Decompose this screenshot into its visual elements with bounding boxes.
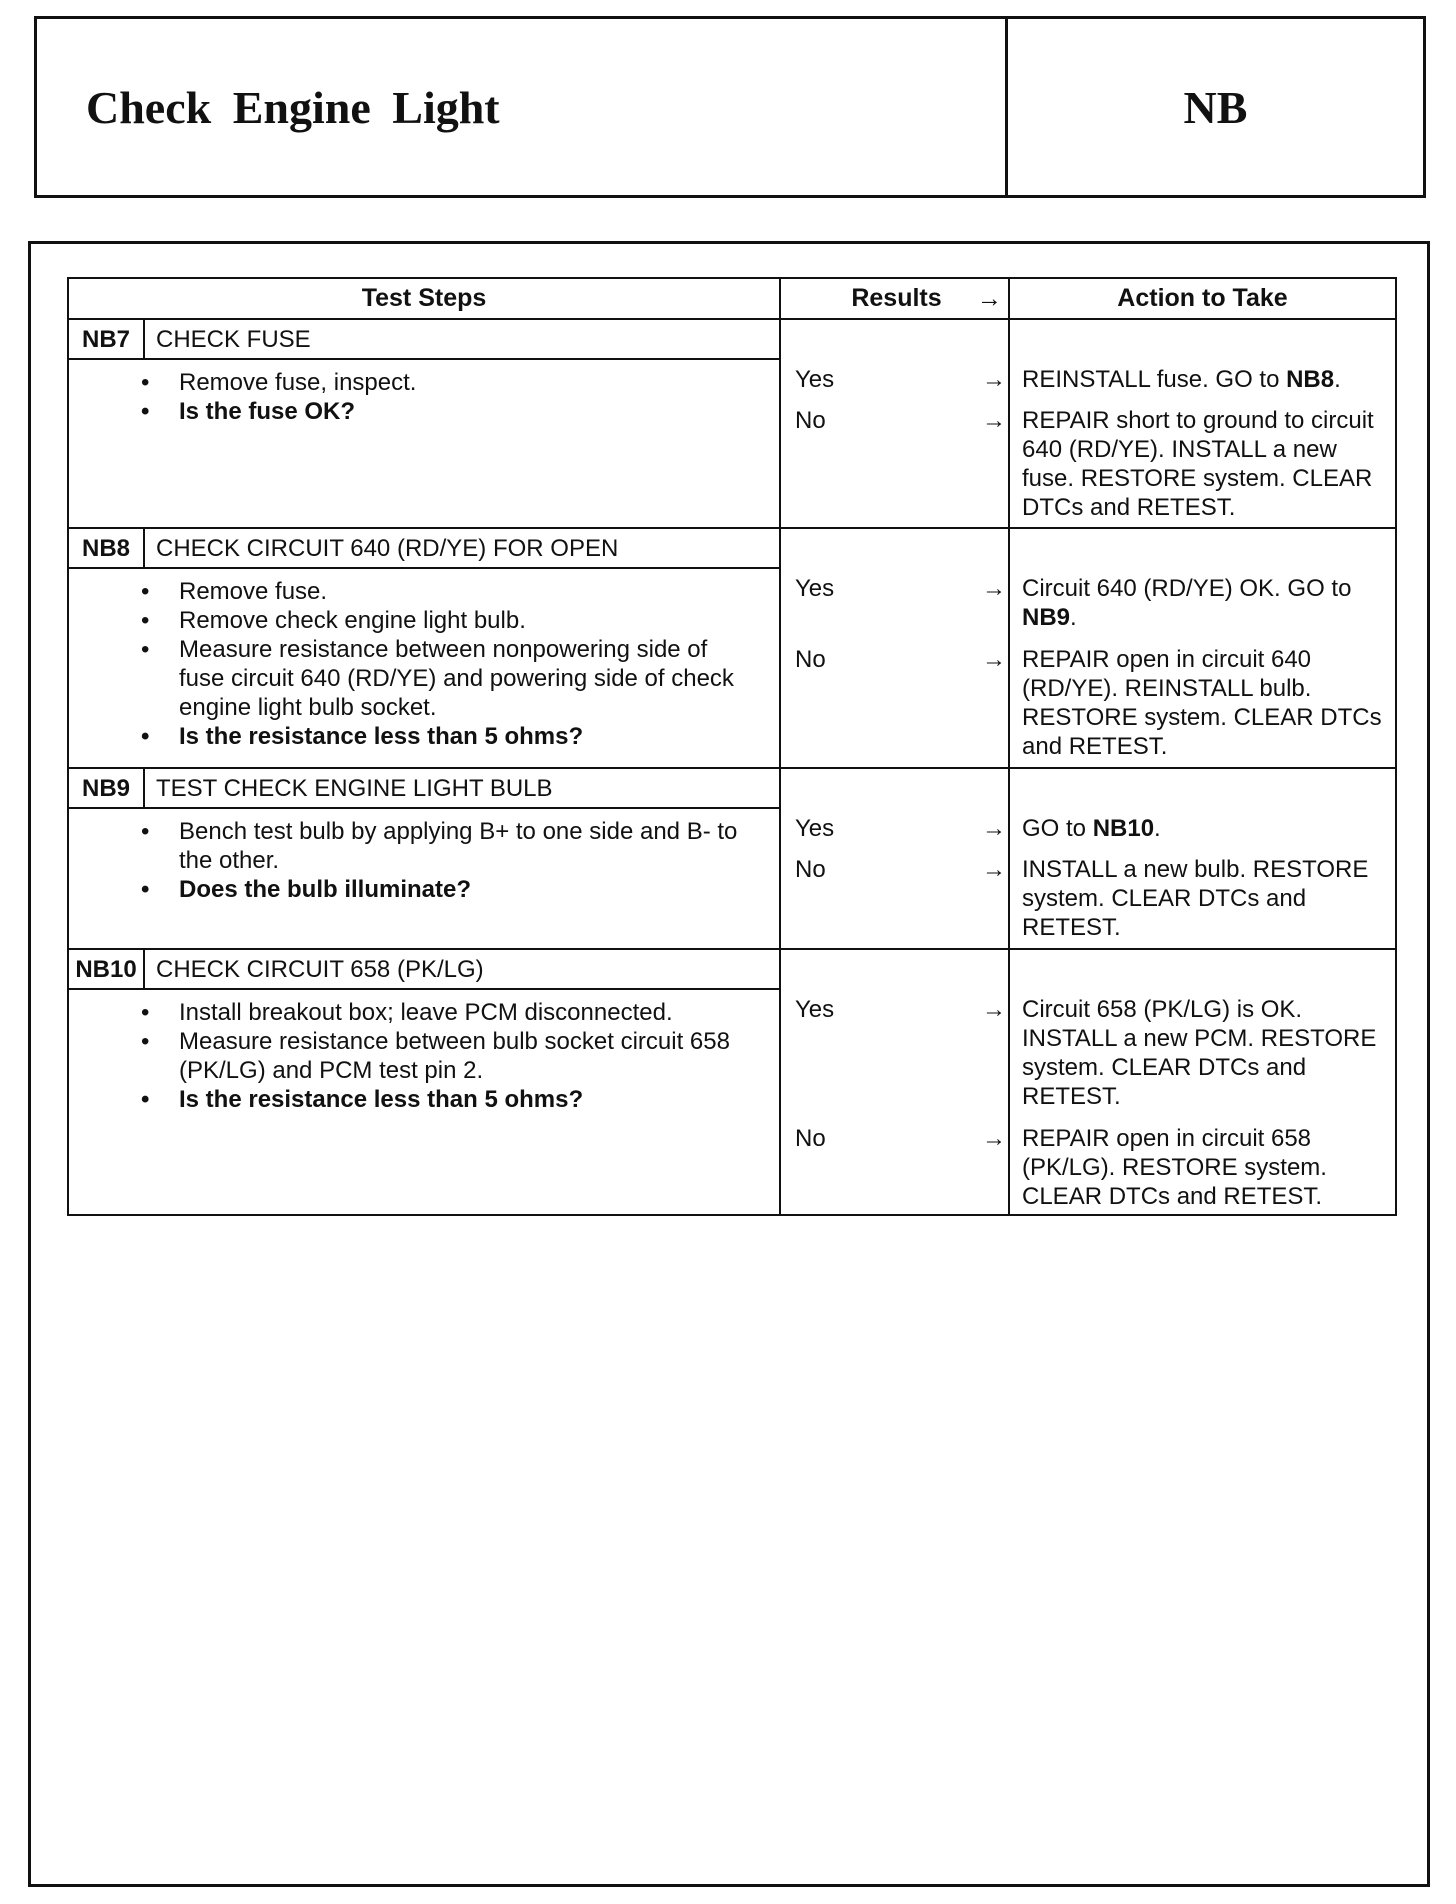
step-title: CHECK FUSE [156, 325, 311, 353]
results-cell [780, 528, 1009, 768]
action-cell [1009, 319, 1396, 528]
results-cell [780, 768, 1009, 949]
results-cell [780, 949, 1009, 1215]
action-cell [1009, 528, 1396, 768]
right-arrow-icon: → [977, 284, 1002, 312]
result-yes [795, 365, 1004, 394]
test-steps-table [67, 277, 1397, 1216]
result-label: No [795, 856, 826, 883]
result-label: Yes [795, 366, 835, 393]
action-text: GO to NB10. [1022, 815, 1161, 842]
table-row [68, 768, 1396, 949]
page-header [34, 16, 1426, 198]
step-question: • Is the resistance less than 5 ohms? [179, 1085, 749, 1114]
action-text: REPAIR open in circuit 640 (RD/YE). REINSTALL bulb. RESTORE system. CLEAR DTCs and RETEST. [1022, 646, 1382, 760]
right-arrow-icon: → [982, 366, 1006, 393]
step-title: CHECK CIRCUIT 658 (PK/LG) [156, 955, 484, 983]
instruction-item: • Measure resistance between nonpowering side of fuse circuit 640 (RD/YE) and powering side of check engine light bulb socket. [179, 635, 749, 722]
result-no [795, 855, 1004, 884]
result-label: Yes [795, 575, 835, 602]
instruction-item: • Measure resistance between bulb socket circuit 658 (PK/LG) and PCM test pin 2. [179, 1027, 749, 1085]
step-cell [68, 949, 780, 1215]
table-row [68, 319, 1396, 528]
step-id: NB9 [69, 769, 145, 807]
step-question: • Is the resistance less than 5 ohms? [179, 722, 749, 751]
step-title: TEST CHECK ENGINE LIGHT BULB [156, 774, 553, 802]
step-id: NB8 [69, 529, 145, 567]
step-instructions [69, 809, 779, 914]
result-label: No [795, 407, 826, 434]
action-text: REPAIR short to ground to circuit 640 (RD/YE). INSTALL a new fuse. RESTORE system. CLEAR DTCs and RETEST. [1022, 407, 1374, 521]
instruction-item: • Remove check engine light bulb. [179, 606, 749, 635]
step-header [69, 529, 779, 569]
column-header-results-label: Results [851, 284, 942, 312]
instruction-item: • Remove fuse, inspect. [179, 368, 749, 397]
step-cell [68, 768, 780, 949]
step-instructions [69, 360, 779, 436]
step-question: • Is the fuse OK? [179, 397, 749, 426]
right-arrow-icon: → [982, 856, 1006, 883]
result-yes [795, 574, 1004, 603]
right-arrow-icon: → [982, 815, 1006, 842]
column-header-action: Action to Take [1009, 278, 1396, 319]
result-yes [795, 995, 1004, 1024]
step-instructions [69, 569, 779, 761]
column-header-results [780, 278, 1009, 319]
step-header [69, 320, 779, 360]
result-label: Yes [795, 996, 835, 1023]
step-title: CHECK CIRCUIT 640 (RD/YE) FOR OPEN [156, 534, 619, 562]
result-no [795, 1124, 1004, 1153]
step-header [69, 950, 779, 990]
step-id: NB10 [69, 950, 145, 988]
instruction-item: • Install breakout box; leave PCM disconnected. [179, 998, 749, 1027]
step-cell [68, 319, 780, 528]
right-arrow-icon: → [982, 1125, 1006, 1152]
step-reference: NB8 [1286, 366, 1335, 393]
page-title: Check Engine Light [37, 19, 1008, 195]
action-text: REINSTALL fuse. GO to NB8. [1022, 366, 1341, 393]
result-label: No [795, 1125, 826, 1152]
step-reference: NB10 [1092, 815, 1155, 842]
result-label: Yes [795, 815, 835, 842]
result-label: No [795, 646, 826, 673]
step-id: NB7 [69, 320, 145, 358]
right-arrow-icon: → [982, 646, 1006, 673]
table-header-row [68, 278, 1396, 319]
table-row [68, 949, 1396, 1215]
instruction-item: • Bench test bulb by applying B+ to one side and B- to the other. [179, 817, 749, 875]
action-text: REPAIR open in circuit 658 (PK/LG). RESTORE system. CLEAR DTCs and RETEST. [1022, 1125, 1327, 1210]
table-row [68, 528, 1396, 768]
action-cell [1009, 768, 1396, 949]
results-cell [780, 319, 1009, 528]
action-text: Circuit 640 (RD/YE) OK. GO to NB9. [1022, 575, 1352, 631]
right-arrow-icon: → [982, 575, 1006, 602]
action-text: INSTALL a new bulb. RESTORE system. CLEAR DTCs and RETEST. [1022, 856, 1369, 941]
step-question: • Does the bulb illuminate? [179, 875, 749, 904]
step-instructions [69, 990, 779, 1124]
content-frame [28, 241, 1430, 1887]
step-cell [68, 528, 780, 768]
result-yes [795, 814, 1004, 843]
action-text: Circuit 658 (PK/LG) is OK. INSTALL a new PCM. RESTORE system. CLEAR DTCs and RETEST. [1022, 996, 1377, 1110]
result-no [795, 406, 1004, 435]
action-cell [1009, 949, 1396, 1215]
instruction-item: • Remove fuse. [179, 577, 749, 606]
step-reference: NB9 [1022, 604, 1071, 631]
right-arrow-icon: → [982, 996, 1006, 1023]
right-arrow-icon: → [982, 407, 1006, 434]
section-code: NB [1183, 81, 1248, 133]
step-header [69, 769, 779, 809]
column-header-test-steps: Test Steps [68, 278, 780, 319]
result-no [795, 645, 1004, 674]
